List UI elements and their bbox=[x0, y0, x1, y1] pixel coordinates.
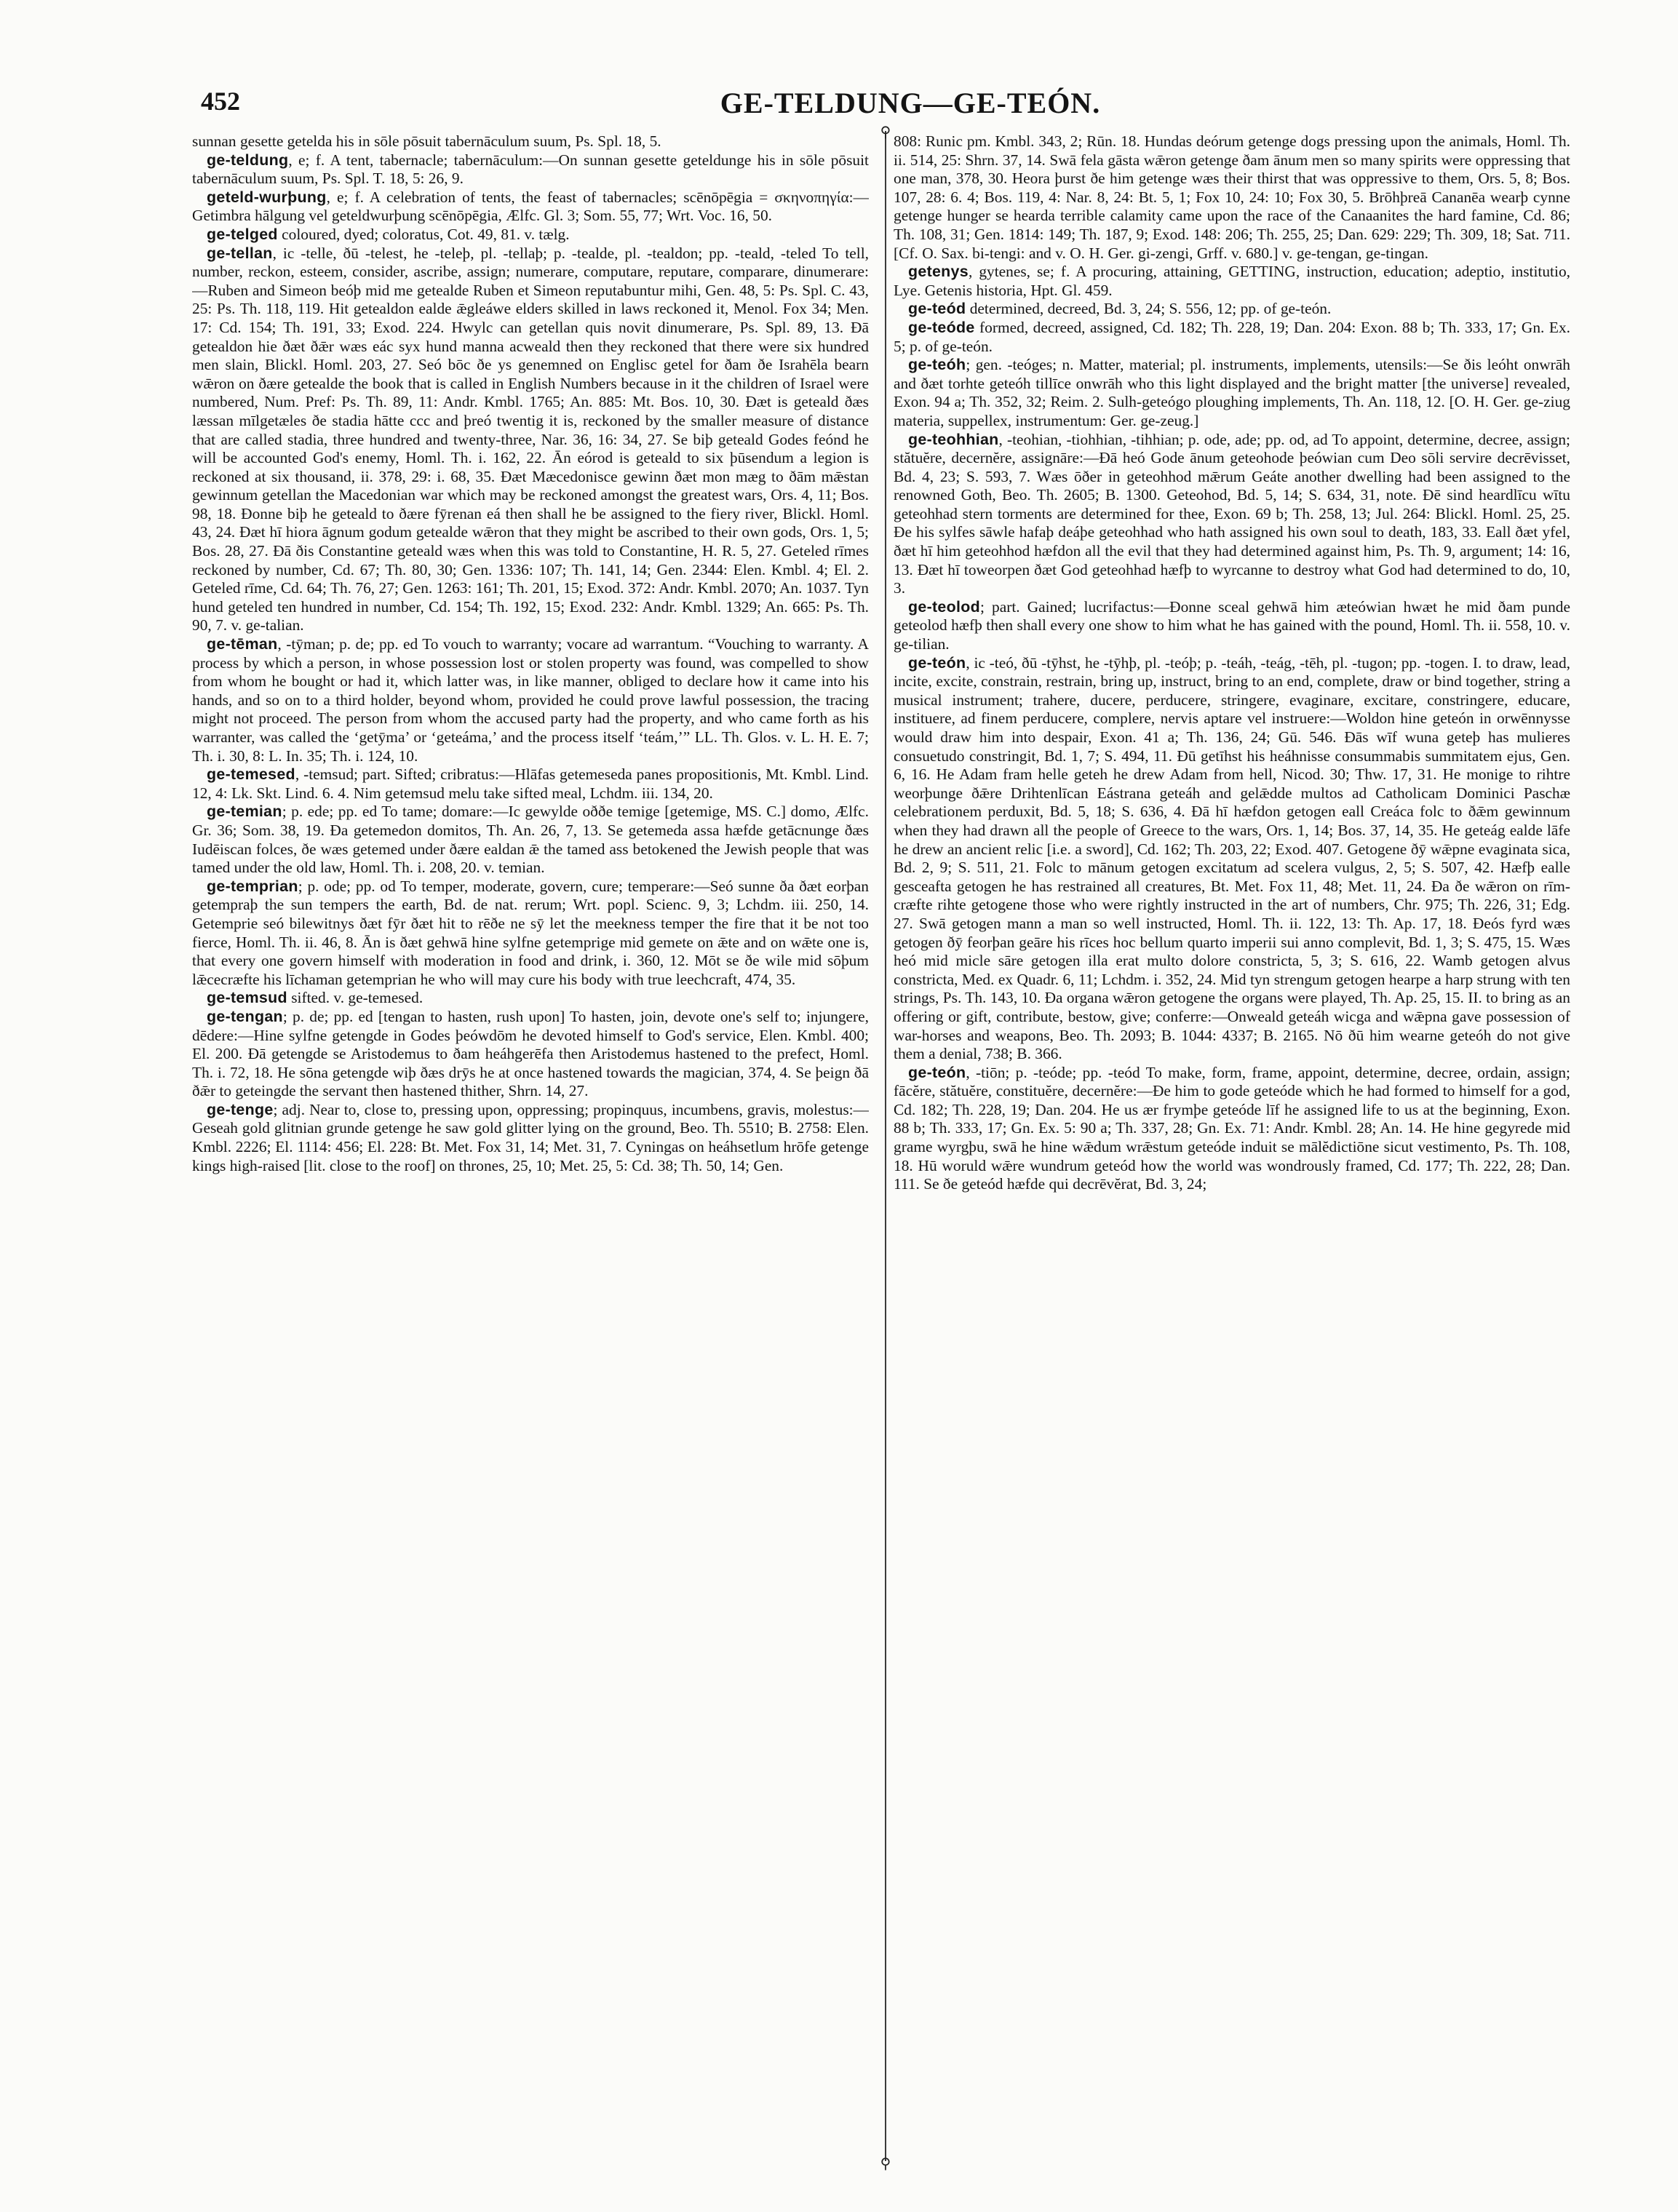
dictionary-entry: ge-tenge; adj. Near to, close to, pressing upon, oppressing; propinquus, incumbens, gravis, molestus:—Geseah gold glitnian grunde getenge he saw gold glitter lying on the ground, Beo. Th. 5510; B. 2758: Elen. Kmbl. 2226; El. 1114: 456; El. 228: Bt. Met. Fox 31, 14; Met. 31, 7. Cyningas on heáhsetlum hrōfe getenge kings high-raised [lit. close to the roof] on thrones, 25, 10; Met. 25, 5: Cd. 38; Th. 50, 14; Gen. bbox=[192, 1100, 869, 1174]
dictionary-entry: ge-teód determined, decreed, Bd. 3, 24; S. 556, 12; pp. of ge-teón. bbox=[908, 300, 1332, 318]
dictionary-entry: ge-temprian; p. ode; pp. od To temper, moderate, govern, cure; temperare:—Seó sunne ða ðæt eorþan getempraþ the sun tempers the earth, Bd. de nat. rerum; Wrt. popl. Scienc. 9, 3; Lchdm. iii. 250, 14. Getemprie seó bilewitnys ðæt fȳr ðæt hit to rēðe ne sȳ let the meekness temper the fire that it be not too fierce, Homl. Th. ii. 46, 8. Ān is ðæt gehwā hine sylfne getemprige mid gemete on ǣte and on wǣte one is, that every one govern himself with moderation in food and drink, i. 360, 12. Mōt se ðe wile mid sōþum lǣcecræfte his līchaman getemprian he who will may cure his body with true leechcraft, 474, 35. bbox=[192, 877, 869, 988]
page-number: 452 bbox=[201, 87, 240, 116]
dictionary-entry: 808: Runic pm. Kmbl. 343, 2; Rūn. 18. Hundas deórum getenge dogs pressing upon the animals, Homl. Th. ii. 514, 25: Shrn. 37, 14. Swā fela gāsta wǣron getenge ðam ānum men so many spirits were oppressing that one man, 378, 30. Heora þurst ðe him getenge wæs their thirst that was oppressive to them, Ors. 5, 8; Bos. 107, 28: 6. 4; Bos. 119, 4: Nar. 8, 24: Bt. 5, 1; Fox 10, 24: 10; Fox 30, 5. Brōhþreā Cananēa wearþ cynne getenge hunger se hearda terrible calamity came upon the race of the Canaanites the hard famine, Cd. 86; Th. 108, 31; Gen. 1814: 149; Th. 187, 9; Exod. 148: 206; Th. 255, 25; Dan. 629: 229; Th. 309, 18; Sat. 711. [Cf. O. Sax. bi-tengi: and v. O. H. Ger. gi-zengi, Grff. v. 680.] v. ge-tengan, ge-tingan. bbox=[894, 132, 1570, 262]
headword: ge-telged bbox=[207, 225, 278, 243]
headword: ge-temian bbox=[207, 803, 282, 821]
column-divider bbox=[885, 131, 886, 2161]
top-ornament-icon: ⚲ bbox=[880, 123, 891, 140]
headword: geteld-wurþung bbox=[207, 188, 327, 206]
bottom-ornament-icon: ⚲ bbox=[880, 2155, 891, 2172]
dictionary-entry: ge-temsud sifted. v. ge-temesed. bbox=[207, 989, 424, 1007]
right-column bbox=[894, 132, 1570, 2163]
dictionary-entry: ge-tēman, -tȳman; p. de; pp. ed To vouch to warranty; vocare ad warrantum. “Vouching to warranty. A process by which a person, in whose possession lost or stolen property was found, was compelled to show from whom he bought or had it, which latter was, in like manner, obliged to declare how it came into his hands, and so on to a third holder, beyond whom, provided he could prove lawful possession, the tracing might not proceed. The person from whom the accused party had the property, and who came forth as his warranter, was called the ‘getȳma’ or ‘geteáma,’ and the process itself ‘teám,’” LL. Th. Glos. v. L. H. E. 7; Th. i. 30, 8: L. In. 35; Th. i. 124, 10. bbox=[192, 635, 869, 765]
dictionary-entry: ge-teóh; gen. -teóges; n. Matter, material; pl. instruments, implements, utensils:—Se ðis leóht onwrāh and ðæt torhte geteóh tillīce onwrāh who this light displayed and the bright matter [the universe] revealed, Exon. 94 a; Th. 352, 32; Reim. 2. Sulh-geteógo ploughing implements, Th. An. 118, 12. [O. H. Ger. ge-ziug materia, suppellex, instrumentum: Ger. ge-zeug.] bbox=[894, 356, 1570, 429]
dictionary-entry: ge-teóde formed, decreed, assigned, Cd. 182; Th. 228, 19; Dan. 204: Exon. 88 b; Th. 333, 17; Gn. Ex. 5; p. of ge-teón. bbox=[894, 318, 1570, 355]
dictionary-entry: ge-tengan; p. de; pp. ed [tengan to hasten, rush upon] To hasten, join, devote one's self to; injungere, dēdere:—Hine sylfne getengde in Godes þeówdōm he devoted himself to God's service, Elen. Kmbl. 400; El. 200. Ðā getengde se Aristodemus to ðam heáhgerēfa then Aristodemus hastened to the prefect, Homl. Th. i. 72, 18. He sōna getengde wiþ ðæs drȳs he at once hastened towards the magician, 374, 4. Se þeign ðā ðǣr to geteingde the servant then hastened thither, Shrn. 14, 27. bbox=[192, 1007, 869, 1100]
dictionary-entry: geteld-wurþung, e; f. A celebration of tents, the feast of tabernacles; scēnōpēgia = σκηνοπηγία:—Getimbra hālgung vel geteldwurþung scēnōpēgia, Ælfc. Gl. 3; Som. 55, 77; Wrt. Voc. 16, 50. bbox=[192, 188, 869, 225]
headword: ge-teolod bbox=[908, 597, 980, 616]
dictionary-entry: ge-teón, ic -teó, ðū -tȳhst, he -tȳhþ, pl. -teóþ; p. -teáh, -teág, -tēh, pl. -tugon; pp. -togen. I. to draw, lead, incite, excite, constrain, restrain, bring up, instruct, bring to an end, complete, draw or bind together, string a musical instrument; trahere, ducere, perducere, stringere, evaginare, excitare, constringere, educare, instituere, ad finem perducere, complere, nervis aptare vel instruere:—Woldon hine geteón in orwēnnysse would draw him into despair, Exon. 41 a; Th. 136, 24; Gū. 546. Ðās wīf wuna geteþ has mulieres consuetudo constringit, Bd. 1, 7; S. 494, 11. Ðū getīhst his heáhnisse consummabis summitatem ejus, Gen. 6, 16. He Adam fram helle geteh he drew Adam from hell, Nicod. 30; Thw. 17, 31. He monige to rihtre weorþunge ðǣre Drihtenlīcan Eástrana geteáh and gelǣdde multos ad Catholicam Dominici Paschæ celebrationem perduxit, Bd. 5, 18; S. 636, 4. Ðā hī hæfdon getogen eall Creáca folc to ðǣm gewinnum when they had drawn all the people of Greece to the wars, Ors. 1, 14; Bos. 37, 14, 35. He geteág ealde lāfe he drew an ancient relic [i.e. a sword], Cd. 162; Th. 203, 22; Exod. 407. Getogene ðȳ wǣpne evaginata sica, Bd. 2, 9; S. 511, 21. Folc to mānum getogen excitatum ad scelera vulgus, 2, 5; S. 507, 42. Hæfþ ealle gesceafta getogen he has restrained all creatures, Bt. Met. Fox 11, 48; Met. 11, 24. Ða ðe wǣron on rīm-cræfte rihte getogene those who were rightly instructed in the art of numbers, Chr. 975; Th. 226, 31; Edg. 27. Swā getogen mann a man so well instructed, Homl. Th. ii. 122, 13: Th. Ap. 17, 18. Ðeós fyrd wæs getogen ðȳ feorþan geāre his rīces hoc bellum quarto imperii sui anno complevit, Bd. 1, 3; S. 475, 15. Wæs heó mid micle sāre getogen illa erat multo dolore constricta, 5, 3; S. 616, 22. Wamb getogen alvus constricta, Med. ex Quadr. 6, 11; Lchdm. i. 352, 24. Mid tyn strengum getogen hearpe a harp strung with ten strings, Ps. Th. 143, 10. Ða organa wǣron getogene the organs were played, Th. Ap. 25, 15. II. to bring as an offering or gift, contribute, bestow, give; conferre:—Onweald geteáh wicga and wǣpna gave possession of war-horses and weapons, Beo. Th. 2093; B. 1044: 4337; B. 2165. Nō ðū him wearne geteóh do not give them a denial, 738; B. 366. bbox=[894, 653, 1570, 1063]
dictionary-entry: ge-temian; p. ede; pp. ed To tame; domare:—Ic gewylde oððe temige [getemige, MS. C.] domo, Ælfc. Gr. 36; Som. 38, 19. Ða getemedon domitos, Th. An. 26, 7, 13. Se getemeda assa hæfde getācnunge ðæs Iudēiscan folces, ðe wæs getemed under ðære ealdan ǣ the tamed ass betokened the Jewish people that was tamed under the old law, Homl. Th. i. 208, 20. v. temian. bbox=[192, 803, 869, 877]
headword: ge-tenge bbox=[207, 1100, 274, 1118]
headword: ge-temsud bbox=[207, 989, 287, 1007]
page-header bbox=[201, 86, 1620, 127]
headword: ge-teohhian bbox=[908, 430, 999, 448]
running-title: GE-TELDUNG—GE-TEÓN. bbox=[720, 87, 1101, 119]
headword: ge-tengan bbox=[207, 1007, 283, 1025]
dictionary-entry: ge-teohhian, -teohian, -tiohhian, -tihhian; p. ode, ade; pp. od, ad To appoint, determine, decree, assign; stătuĕre, decernĕre, assignāre:—Ðā heó Gode ānum geteohode þeówian cum Deo sōli servire decrēvisset, Bd. 4, 23; S. 593, 7. Wæs ōðer in geteohhod mǣrum Geáte another dwelling had been assigned to the renowned Goth, Beo. Th. 2605; B. 1300. Geteohod, Bd. 5, 14; S. 634, 31, note. Ðē sind heardlīcu wītu geteohhad stern torments are determined for thee, Exon. 69 b; Th. 258, 13; Jul. 264: Blickl. Homl. 25, 25. Ðe his sylfes sāwle hafaþ deáþe geteohhad who hath assigned his own soul to death, 183, 33. Eall ðæt yfel, ðæt hī him geteohhod hæfdon all the evil that they had determined against him, Ps. Th. 9, argument; 14: 16, 13. Ðæt hī toweorpen ðæt God geteohhad hæfþ to wyrcanne to destroy what God had determined to do, 10, 3. bbox=[894, 430, 1570, 597]
headword: ge-teóh bbox=[908, 356, 966, 374]
dictionary-entry: ge-telged coloured, dyed; coloratus, Cot. 49, 81. v. tælg. bbox=[207, 225, 570, 243]
dictionary-entry: sunnan gesette getelda his in sōle pōsuit tabernāculum suum, Ps. Spl. 18, 5. bbox=[192, 132, 661, 150]
headword: ge-teón bbox=[908, 1063, 966, 1081]
headword: ge-teldung bbox=[207, 151, 289, 169]
dictionary-entry: ge-teldung, e; f. A tent, tabernacle; tabernāculum:—On sunnan gesette geteldunge his in sōle pōsuit tabernāculum suum, Ps. Spl. T. 18, 5: 26, 9. bbox=[192, 151, 869, 188]
headword: ge-temprian bbox=[207, 877, 298, 895]
headword: getenys bbox=[908, 263, 969, 281]
dictionary-entry: ge-teón, -tiōn; p. -teóde; pp. -teód To make, form, frame, appoint, determine, decree, ordain, assign; fācĕre, stătuĕre, constituĕre, decernĕre:—Ðe him to gode geteóde which he had formed to himself for a god, Cd. 182; Th. 228, 19; Dan. 204. He us ær frymþe geteóde līf he assigned life to us at the beginning, Exon. 88 b; Th. 333, 17; Gn. Ex. 5: 90 a; Th. 337, 28; Gn. Ex. 71: Andr. Kmbl. 28; An. 14. He hine gegyrede mid grame wyrgþu, swā he hine wǣdum wrǣstum geteóde induit se mālĕdictiōne sicut vestimento, Ps. Th. 108, 18. Hū woruld wǣre wundrum geteód how the world was wondrously framed, Cd. 177; Th. 222, 28; Dan. 111. Se ðe geteód hæfde qui decrēvĕrat, Bd. 3, 24; bbox=[894, 1063, 1570, 1193]
headword: ge-temesed bbox=[207, 765, 295, 784]
headword: ge-teóde bbox=[908, 318, 975, 336]
dictionary-entry: ge-teolod; part. Gained; lucrifactus:—Ðonne sceal gehwā him ætеówian hwæt he mid ðam punde geteolod hæfþ then shall every one show to him what he has gained with the pound, Homl. Th. ii. 558, 10. v. ge-tilian. bbox=[894, 597, 1570, 653]
headword: ge-tellan bbox=[207, 244, 273, 262]
headword: ge-teód bbox=[908, 300, 966, 318]
dictionary-entry: ge-tellan, ic -telle, ðū -telest, he -teleþ, pl. -tellaþ; p. -tealde, pl. -tealdon; pp. -teald, -teled To tell, number, reckon, esteem, consider, ascribe, assign; numerare, computare, reputare, comparare, dinumerare:—Ruben and Simeon beóþ mid me getealde Ruben et Simeon reputabuntur mihi, Gen. 48, 5: Ps. Spl. C. 43, 25: Ps. Th. 118, 119. Hit getealdon ealde ǣgleáwe elders skilled in laws reckoned it, Menol. Fox 34; Men. 17: Cd. 154; Th. 191, 33; Exod. 224. Hwylc can getellan quis novit dinumerare, Ps. Spl. 89, 13. Ðā getealdon hie ðæt ðǣr wæs eác syx hund manna acweald then they reckoned that there were six hundred men slain, Blickl. Homl. 203, 27. Seó bōc ðe ys genemned on Englisc getel for ðam ðe Israhēla bearn wǣron on ðære getealde the book that is called in English Numbers because in it the children of Israel were numbered, Num. Pref: Ps. Th. 89, 11: Andr. Kmbl. 1765; An. 885: Mt. Bos. 10, 30. Ðæt is geteald ðæs læssan mīlgetæles ðe stadia hātte ccc and þreó twentig it is, reckoned by the smaller measure of distance that are called stadia, three hundred and twenty-three, Nar. 36, 16: 34, 27. Se biþ geteald Godes feónd he will be accounted God's enemy, Homl. Th. i. 162, 22. Ān eórod is geteald to six þūsendum a legion is reckoned at six thousand, ii. 378, 29: i. 68, 35. Ðæt Mæcedonisce gewinn ðæt mon mæg to ðām mǣstan gewinnum getellan the Macedonian war which may be reckoned amongst the greatest wars, Ors. 4, 11; Bos. 98, 18. Ðonne biþ he geteald to ðære fȳrenan eá then shall he be assigned to the fiery river, Blickl. Homl. 43, 24. Ðæt hī hiora āgnum godum getealde wǣron that they might be ascribed to their own gods, Ors. 1, 5; Bos. 28, 27. Ðā ðis Constantine geteald wæs when this was told to Constantine, H. R. 5, 27. Geteled rīmes reckoned by number, Cd. 67; Th. 80, 30; Gen. 1336: 107; Th. 141, 14; Gen. 2344: Elen. Kmbl. 4; El. 2. Geteled rīme, Cd. 64; Th. 76, 27; Gen. 1263: 161; Th. 201, 15; Exod. 372: Andr. Kmbl. 2070; An. 1037. Tyn hund geteled ten hundred in number, Cd. 154; Th. 192, 15; Exod. 232: Andr. Kmbl. 1329; An. 665: Ps. Th. 90, 7. v. ge-talian. bbox=[192, 244, 869, 634]
dictionary-entry: ge-temesed, -temsud; part. Sifted; cribratus:—Hlāfas getemeseda panes propositionis, Mt. Kmbl. Lind. 12, 4: Lk. Skt. Lind. 6. 4. Nim getemsud melu take sifted meal, Lchdm. iii. 134, 20. bbox=[192, 765, 869, 802]
dictionary-entry: getenys, gytenes, se; f. A procuring, attaining, GETTING, instruction, education; adeptio, institutio, Lye. Getenis historia, Hpt. Gl. 459. bbox=[894, 263, 1570, 299]
headword: ge-teón bbox=[908, 653, 966, 672]
left-column bbox=[192, 132, 869, 2163]
headword: ge-tēman bbox=[207, 635, 278, 653]
